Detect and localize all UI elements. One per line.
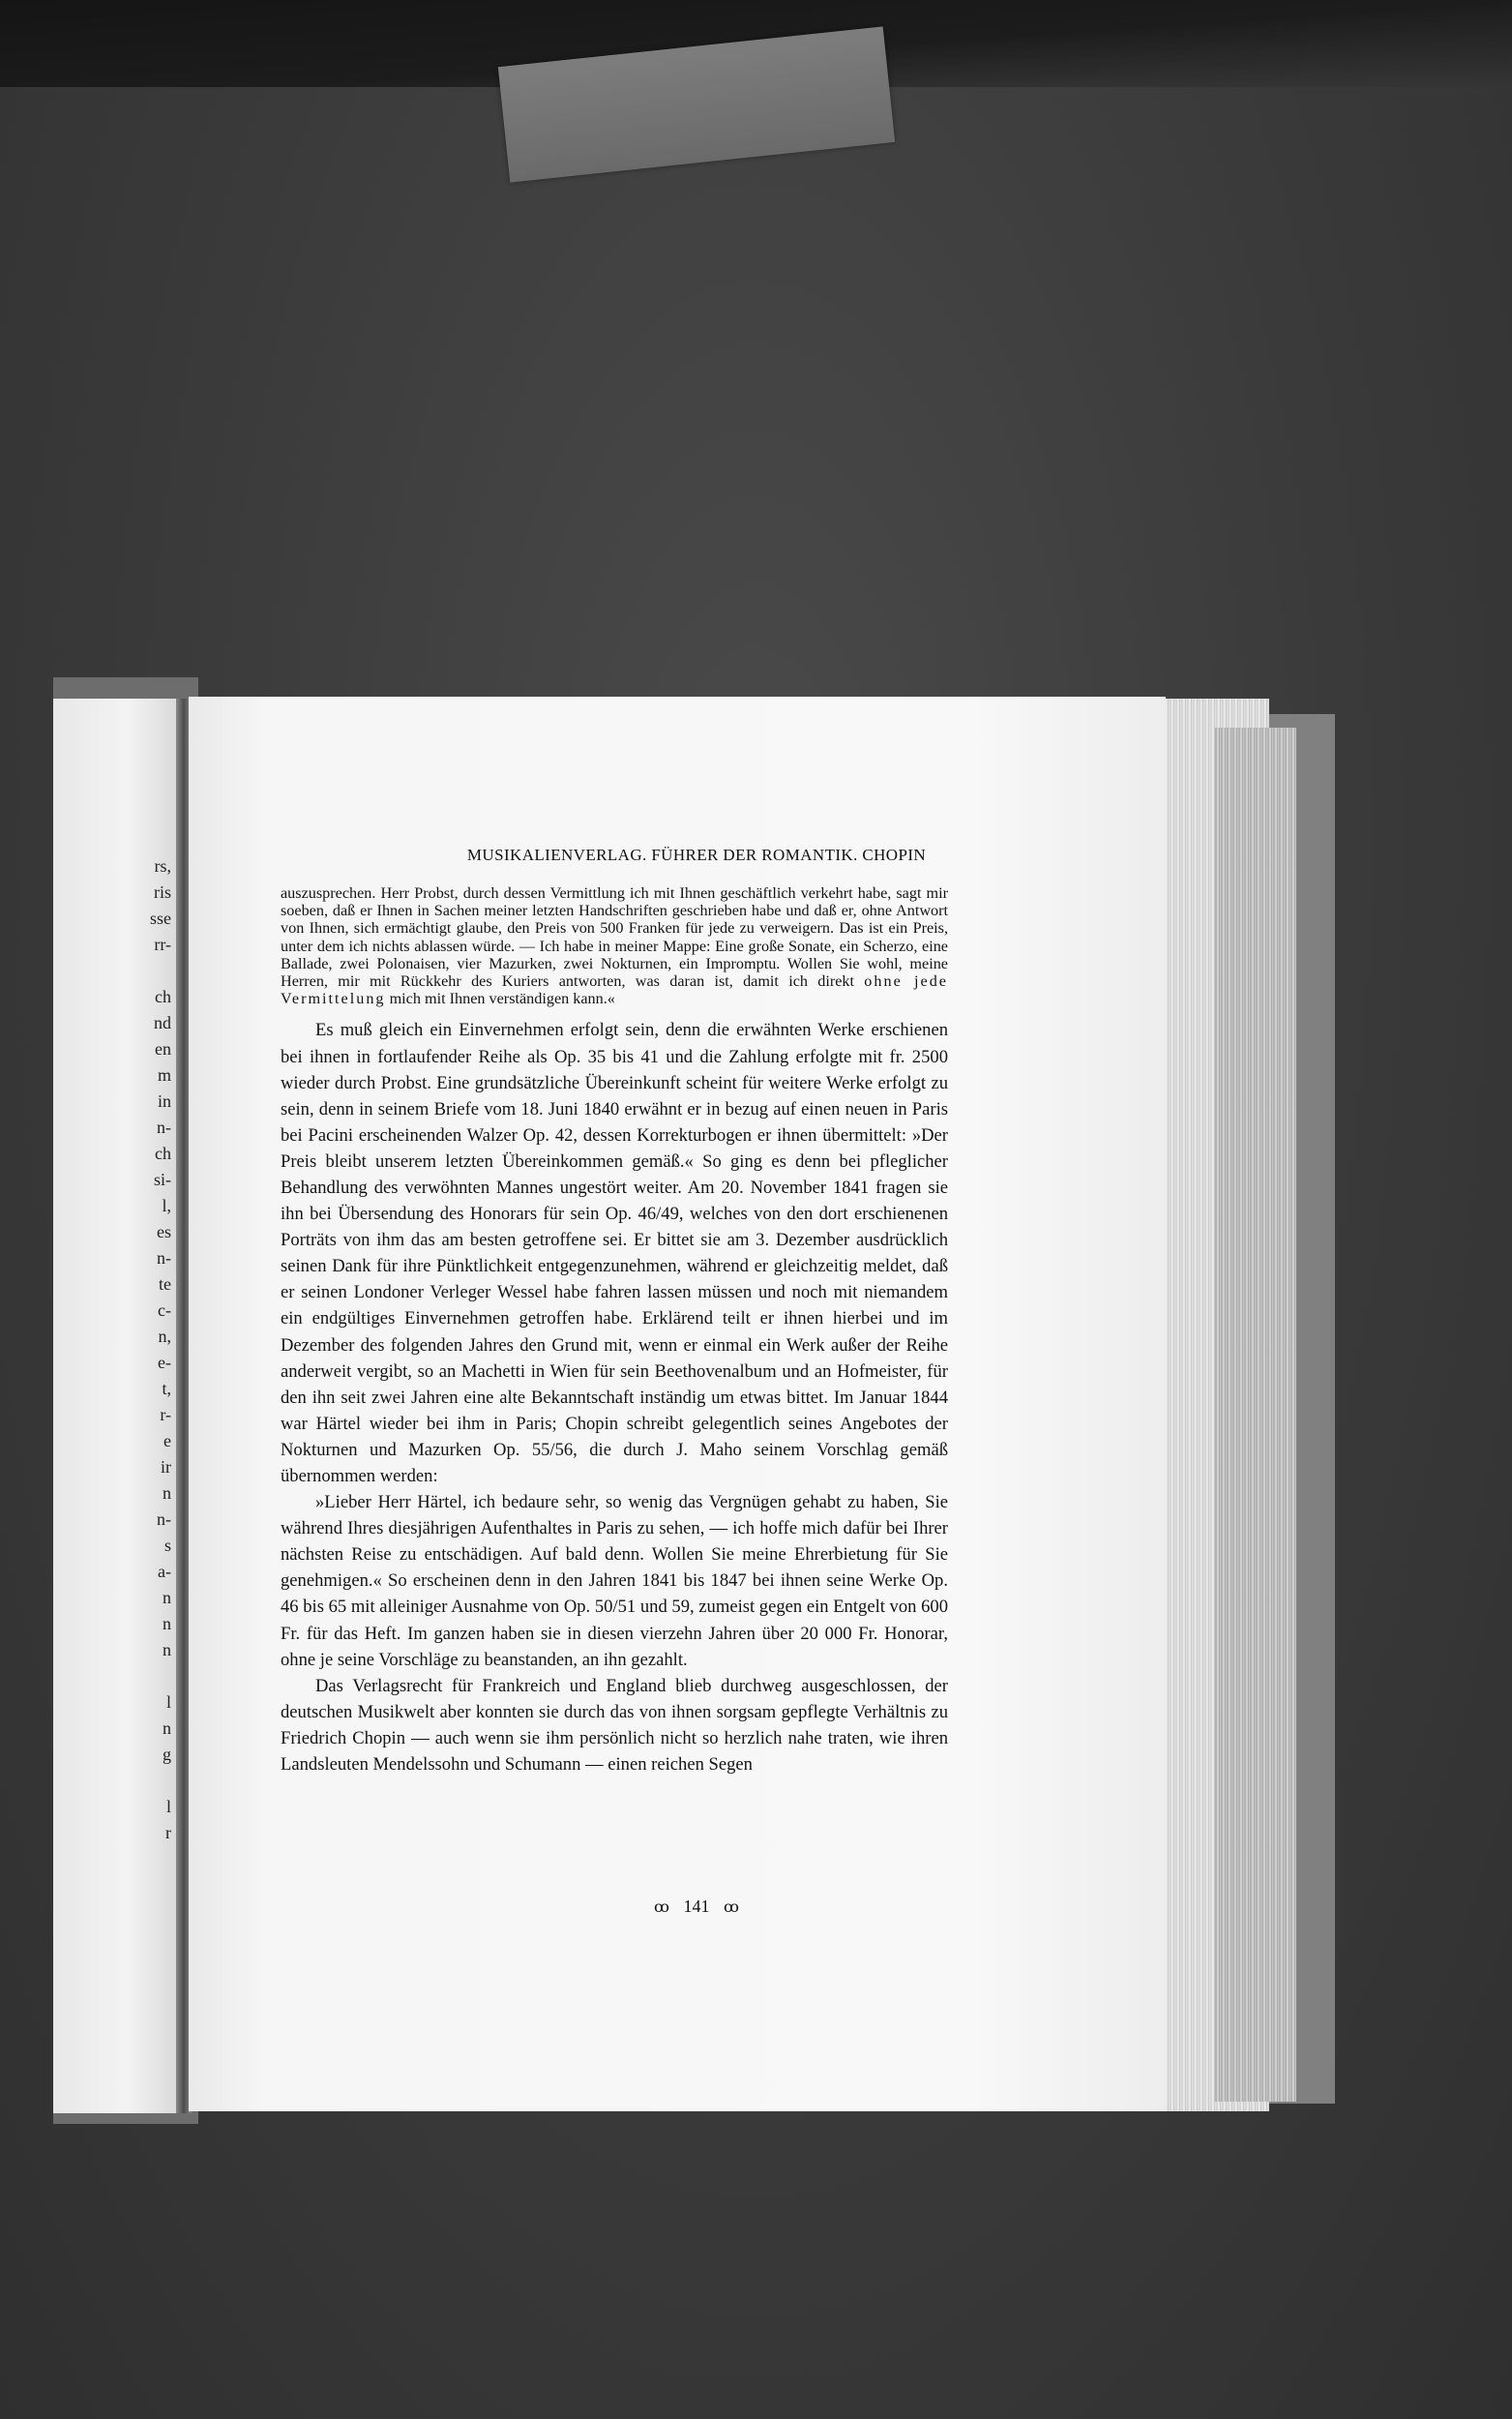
letter-quote-text: auszusprechen. Herr Probst, durch dessen Vermittlung ich mit Ihnen geschäftlich verkehrt habe, sagt mir soeben, daß er Ihnen in Sachen meiner letzten Handschriften geschrieben habe und daß er, ohne Antwort von Ihnen, sich ermächtigt glaube, den Preis von 500 Franken für jede zu verweigern. Das ist ein Preis, unter dem ich nichts ablassen würde. — Ich habe in meiner Mappe: Eine große Sonate, ein Scherzo, eine Ballade, zwei Polonaisen, vier Mazurken, zwei Nokturnen, ein Impromptu. Wollen Sie wohl, meine Herren, mir mit Rückkehr des Kuriers antworten, was daran ist, damit ich direkt — [281, 884, 948, 991]
left-page-fragment — [53, 958, 179, 984]
letter-quote-end: mich mit Ihnen verständigen kann.« — [389, 990, 615, 1008]
left-page-fragment: t, — [162, 1379, 171, 1398]
left-page-fragment: a- — [158, 1562, 171, 1581]
left-page-fragment: e — [163, 1431, 171, 1450]
text-block — [281, 884, 948, 1777]
left-page-fragment: en — [155, 1039, 171, 1059]
ornament-right: ꝏ — [724, 1899, 739, 1916]
running-head-text: MUSIKALIENVERLAG. FÜHRER DER ROMANTIK. CHOPIN — [466, 846, 927, 864]
left-page-fragment: n — [163, 1483, 171, 1503]
left-page-fragment: l — [165, 1797, 171, 1816]
left-page-fragment: r — [165, 1823, 171, 1842]
left-page-fragment: r- — [160, 1405, 171, 1424]
left-page-fragment: g — [163, 1745, 171, 1764]
left-page-fragment: n- — [157, 1118, 171, 1137]
ornament-left: ꝏ — [654, 1899, 669, 1916]
left-page-fragment: l, — [162, 1196, 171, 1215]
left-page-fragment: rs, — [154, 856, 171, 876]
left-page-fragment: nd — [154, 1013, 171, 1032]
letter-quote-emphasis: ohne jede Vermittelung — [281, 972, 948, 1008]
left-page-fragment: e- — [158, 1353, 171, 1372]
left-page-fragment: n — [163, 1588, 171, 1607]
page-stack — [1214, 728, 1296, 2102]
left-page-fragment: rr- — [154, 935, 171, 954]
left-page-fragment: n — [163, 1640, 171, 1659]
page-number — [189, 1896, 1166, 1917]
left-page-fragment: c- — [158, 1300, 171, 1320]
page-number-value: 141 — [683, 1896, 710, 1916]
paragraph-1: Es muß gleich ein Einvernehmen erfolgt sein, denn die erwähnten Werke erschienen bei ihnen in fortlaufender Reihe als Op. 35 bis 41 und die Zahlung erfolgte mit fr. 2500 wieder durch Probst. Eine grundsätzliche Übereinkunft scheint für weitere Werke erfolgt zu sein, denn in seinem Briefe vom 18. Juni 1840 erwähnt er in bezug auf einen neuen in Paris bei Pacini erscheinenden Walzer Op. 42, dessen Korrekturbogen er ihnen übermittelt: »Der Preis bleibt unserem letzten Übereinkommen gemäß.« So ging es denn bei pfleglicher Behandlung des verwöhnten Mannes ungestört weiter. Am 20. November 1841 fragen sie ihn bei Übersendung des Honorars für sein Op. 46/49, welches von den dort erschienenen Porträts von ihm das am besten getroffene sei. Er bittet sie am 3. Dezember ausdrücklich seinen Dank für ihre Pünktlichkeit entgegenzunehmen, während er gleichzeitig meldet, daß er seinen Londoner Verleger Wessel habe fahren lassen müssen und noch mit niemandem ein endgültiges Einvernehmen getroffen habe. Erklärend teilt er ihnen hierbei und im Dezember des folgenden Jahres den Grund mit, wenn er einmal ein Werk außer der Reihe anderweit vergibt, so an Machetti in Wien für sein Beethovenalbum und an Hofmeister, für den ihn seit zwei Jahren eine alte Bekanntschaft inständig um etwas bittet. Im Januar 1844 war Härtel wieder bei ihm in Paris; Chopin schreibt gelegentlich seines Angebotes der Nokturnen und Mazurken Op. 55/56, die durch J. Maho seinem Vorschlag gemäß übernommen werden: — [281, 1020, 948, 1487]
left-page-text-fragments — [53, 853, 179, 1846]
left-page-fragment: n- — [157, 1248, 171, 1268]
left-page-fragment: ris — [154, 882, 171, 902]
left-page-fragment: s — [163, 1536, 171, 1555]
left-page-fragment: ch — [155, 1144, 171, 1163]
left-page-fragment: ir — [161, 1457, 171, 1477]
left-page-fragment — [53, 1663, 179, 1689]
left-page-fragment: es — [157, 1222, 171, 1241]
left-page-fragment: te — [159, 1274, 171, 1294]
left-page-fragment: ch — [155, 987, 171, 1006]
left-page-fragment: sse — [150, 909, 171, 928]
letter-quote — [281, 884, 948, 1007]
left-page-fragment: n- — [157, 1509, 171, 1529]
left-page-fragment: l — [165, 1692, 171, 1712]
left-page — [53, 699, 179, 2113]
left-page-fragment: n — [163, 1718, 171, 1738]
paragraph-2: »Lieber Herr Härtel, ich bedaure sehr, so wenig das Vergnügen gehabt zu haben, Sie während Ihres diesjährigen Aufenthaltes in Paris zu sehen, — ich hoffe mich dafür bei Ihrer nächsten Reise zu entschädigen. Auf bald denn. Wollen Sie meine Ehrerbietung für Sie genehmigen.« So erscheinen denn in den Jahren 1841 bis 1847 bei ihnen seine Werke Op. 46 bis 65 mit alleiniger Ausnahme von Op. 50/51 und 59, zumeist gegen ein Entgelt von 600 Fr. für das Heft. Im ganzen haben sie in diesen vierzehn Jahren über 20 000 Fr. Honorar, ohne je seine Vorschläge zu beanstanden, an ihn gezahlt. — [281, 1492, 948, 1670]
left-page-fragment: m — [157, 1065, 171, 1085]
left-page-fragment: in — [157, 1091, 171, 1111]
left-page-fragment: si- — [154, 1170, 171, 1189]
running-head — [189, 846, 1166, 865]
left-page-fragment: n, — [158, 1327, 171, 1346]
left-page-fragment: n — [163, 1614, 171, 1633]
paragraph-3: Das Verlagsrecht für Frankreich und England blieb durchweg ausgeschlossen, der deutschen Musikwelt aber konnten sie durch das von ihnen sorgsam gepflegte Verhältnis zu Friedrich Chopin — auch wenn sie ihm persönlich nicht so herzlich nahe traten, wie ihren Landsleuten Mendelssohn und Schumann — einen reichen Segen — [281, 1675, 948, 1776]
left-page-fragment — [53, 1768, 179, 1794]
